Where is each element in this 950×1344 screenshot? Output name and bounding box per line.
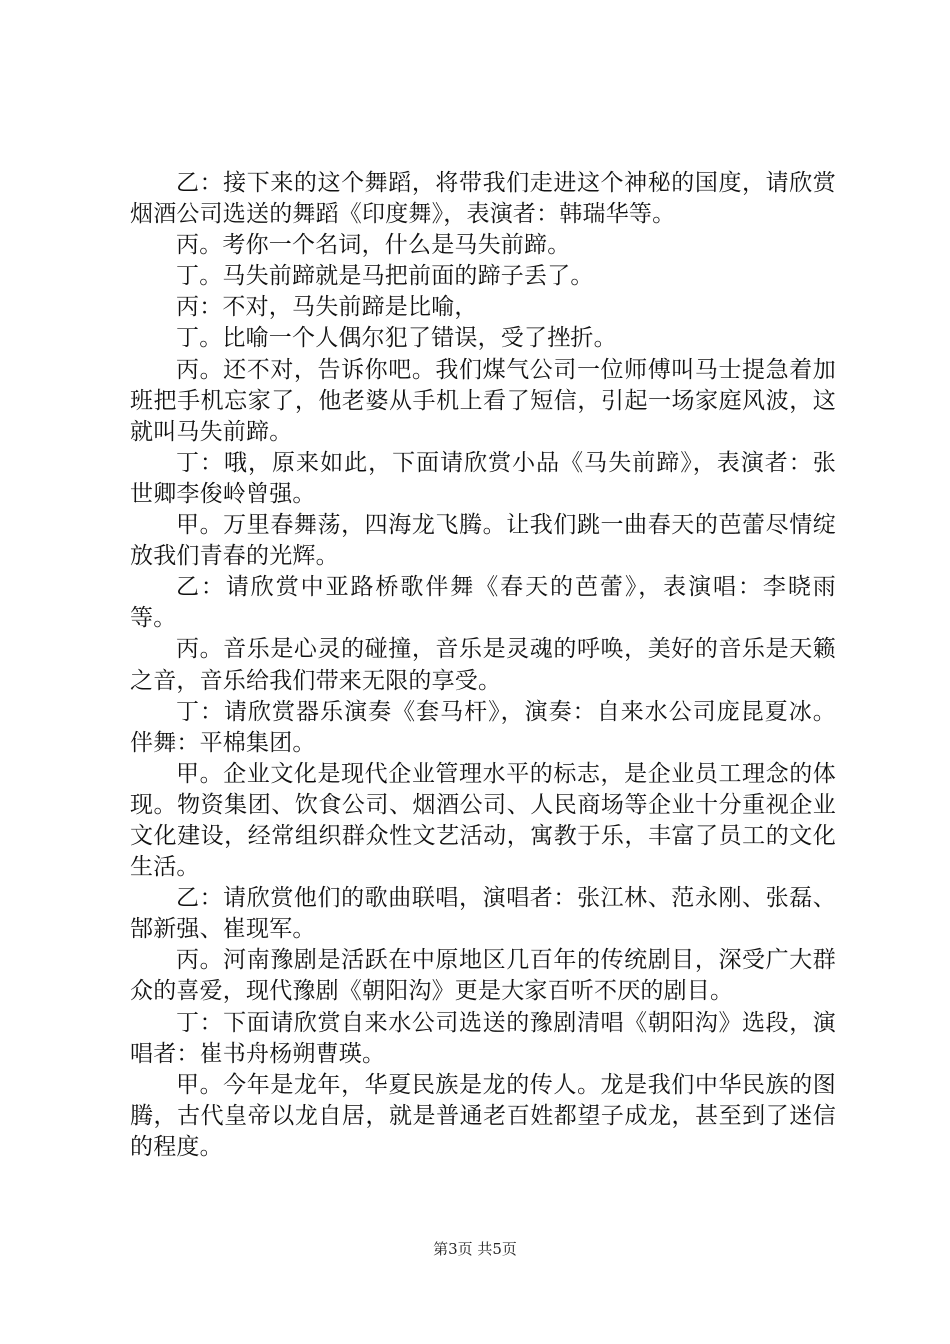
dialogue-paragraph: 丁：哦，原来如此，下面请欣赏小品《马失前蹄》，表演者：张世卿李俊岭曾强。 — [130, 449, 836, 507]
dialogue-paragraph: 丙。还不对，告诉你吧。我们煤气公司一位师傅叫马士提急着加班把手机忘家了，他老婆从手机上看了短信，引起一场家庭风波，这就叫马失前蹄。 — [130, 356, 836, 445]
document-body — [130, 168, 836, 1163]
dialogue-paragraph: 甲。企业文化是现代企业管理水平的标志，是企业员工理念的体现。物资集团、饮食公司、烟酒公司、人民商场等企业十分重视企业文化建设，经常组织群众性文艺活动，寓教于乐，丰富了员工的文化生活。 — [130, 760, 836, 881]
dialogue-paragraph: 丙。河南豫剧是活跃在中原地区几百年的传统剧目，深受广大群众的喜爱，现代豫剧《朝阳沟》更是大家百听不厌的剧目。 — [130, 947, 836, 1005]
dialogue-paragraph: 乙：接下来的这个舞蹈，将带我们走进这个神秘的国度，请欣赏烟酒公司选送的舞蹈《印度舞》，表演者：韩瑞华等。 — [130, 170, 836, 228]
dialogue-paragraph: 丁：下面请欣赏自来水公司选送的豫剧清唱《朝阳沟》选段，演唱者：崔书舟杨朔曹瑛。 — [130, 1009, 836, 1067]
dialogue-paragraph: 丙：不对，马失前蹄是比喻， — [176, 294, 478, 321]
dialogue-paragraph: 丙。考你一个名词，什么是马失前蹄。 — [176, 232, 571, 259]
dialogue-paragraph: 丁。比喻一个人偶尔犯了错误，受了挫折。 — [176, 325, 617, 352]
dialogue-paragraph: 丁。马失前蹄就是马把前面的蹄子丢了。 — [176, 263, 594, 290]
dialogue-paragraph: 甲。今年是龙年，华夏民族是龙的传人。龙是我们中华民族的图腾，古代皇帝以龙自居，就是普通老百姓都望子成龙，甚至到了迷信的程度。 — [130, 1071, 836, 1160]
dialogue-paragraph: 乙：请欣赏他们的歌曲联唱，演唱者：张江林、范永刚、张磊、郜新强、崔现军。 — [130, 885, 836, 943]
page-number-footer: 第3页 共5页 — [433, 1240, 517, 1258]
dialogue-paragraph: 乙：请欣赏中亚路桥歌伴舞《春天的芭蕾》，表演唱：李晓雨等。 — [130, 574, 836, 632]
dialogue-paragraph: 丁：请欣赏器乐演奏《套马杆》，演奏：自来水公司庞昆夏冰。伴舞：平棉集团。 — [130, 698, 836, 756]
dialogue-paragraph: 甲。万里春舞荡，四海龙飞腾。让我们跳一曲春天的芭蕾尽情绽放我们青春的光辉。 — [130, 512, 836, 570]
dialogue-paragraph: 丙。音乐是心灵的碰撞，音乐是灵魂的呼唤，美好的音乐是天籁之音，音乐给我们带来无限的享受。 — [130, 636, 836, 694]
